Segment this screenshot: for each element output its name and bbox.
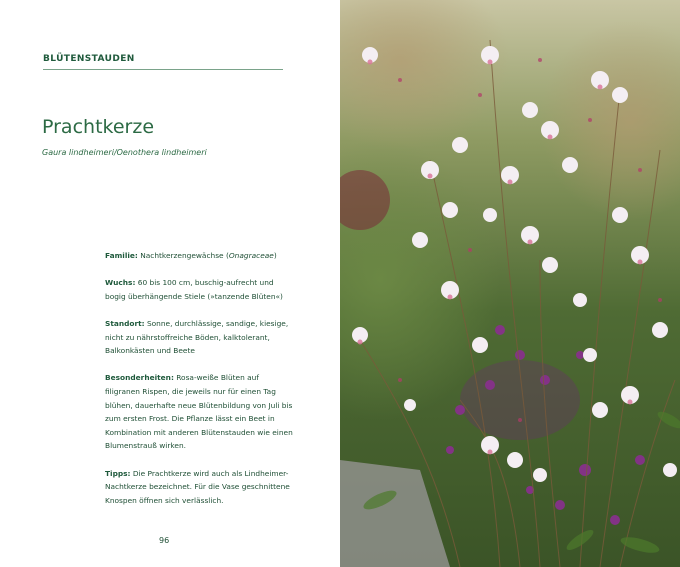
fact-tipps-text: Die Prachtkerze wird auch als Lindheimer-Nachtkerze bezeichnet. Für die Vase geschnittene Knospen öffnen sich verlässlich. xyxy=(105,468,290,505)
fact-familie xyxy=(105,249,295,263)
right-page xyxy=(340,0,680,567)
fact-familie-latin: Onagraceae xyxy=(228,251,274,260)
section-label: BLÜTENSTAUDEN xyxy=(43,54,135,64)
fact-tipps xyxy=(105,467,295,508)
plant-title: Prachtkerze xyxy=(42,116,155,138)
fact-standort-label: Standort: xyxy=(105,318,145,328)
fact-tipps-label: Tipps: xyxy=(105,468,131,478)
fact-besonderheiten-text: Rosa-weiße Blüten auf filigranen Rispen, die jeweils nur für einen Tag blühen, dauerhafte neue Blütenbildung von Juli bis zum ersten Frost. Die Pflanze lässt ein Beet in Kombination mit anderen Blütenstauden wie einen Blumenstrauß wirken. xyxy=(105,373,293,451)
fact-wuchs xyxy=(105,276,295,303)
fact-standort-text: Sonne, durchlässige, sandige, kiesige, nicht zu nährstoffreiche Böden, kalktolerant, Balkonkästen und Beete xyxy=(105,318,289,356)
fact-familie-label: Familie: xyxy=(105,251,138,260)
fact-wuchs-label: Wuchs: xyxy=(105,278,136,288)
section-divider xyxy=(43,69,283,70)
fact-familie-close: ) xyxy=(273,251,277,260)
fact-familie-text: Nachtkerzengewächse ( xyxy=(137,251,229,260)
gaura-flower-photo xyxy=(340,0,680,567)
fact-wuchs-text: 60 bis 100 cm, buschig-aufrecht und bogig überhängende Stiele (»tanzende Blüten«) xyxy=(105,278,283,301)
fact-standort xyxy=(105,317,295,358)
fact-besonderheiten-label: Besonderheiten: xyxy=(105,373,174,383)
page-number: 96 xyxy=(159,536,170,545)
fact-besonderheiten xyxy=(105,371,295,453)
plant-latin-name: Gaura lindheimeri/Oenothera lindheimeri xyxy=(42,148,207,157)
plant-facts xyxy=(105,249,295,521)
